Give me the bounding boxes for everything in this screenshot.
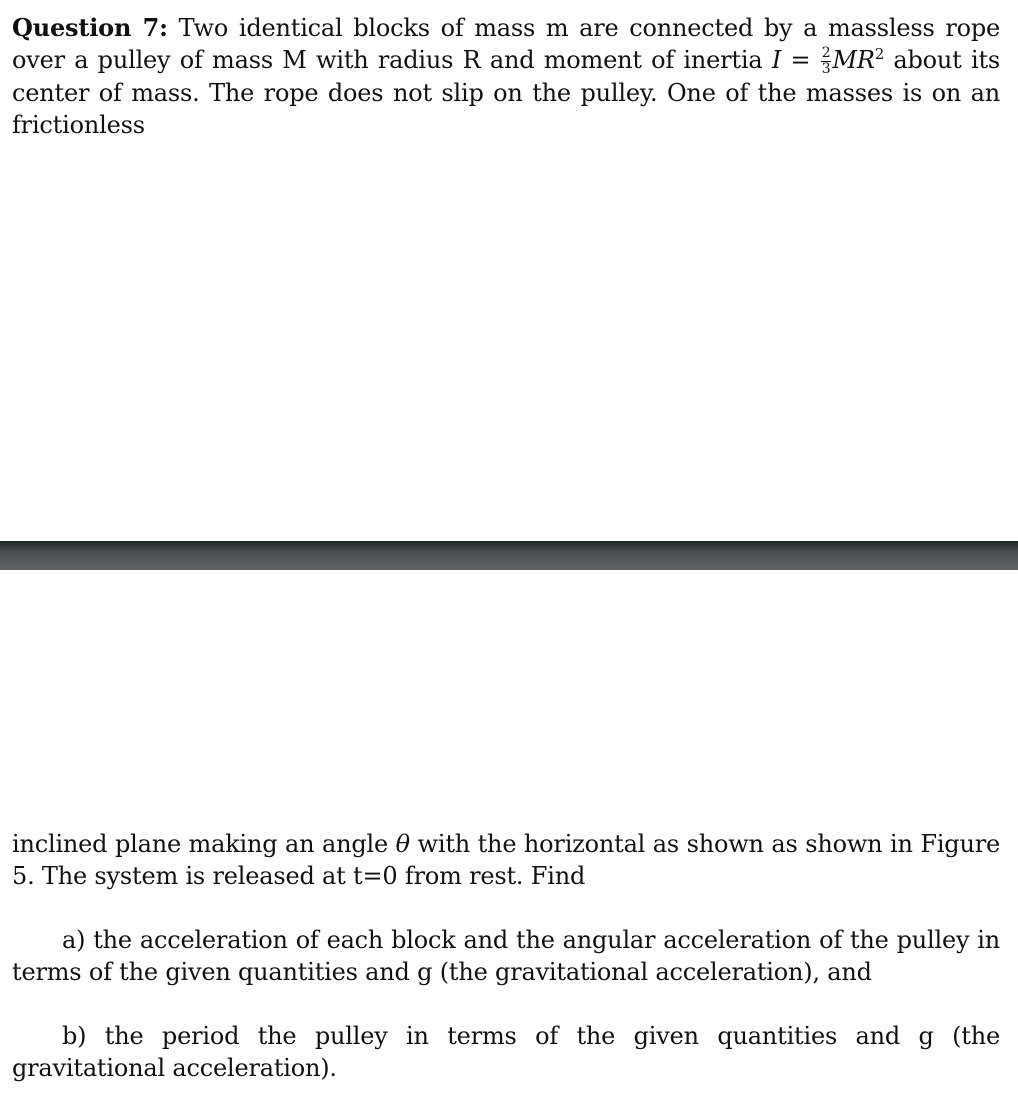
- question-after-formula-text: about its center of mass. The rope does not slip on the pulley. One of the masses is on an frictionless: [12, 46, 1001, 139]
- fraction-numerator: 2: [821, 44, 831, 61]
- part-b-paragraph: b) the period the pulley in terms of the given quantities and g (the gravitational acceleration).: [12, 1022, 1000, 1082]
- continuation-pre-text: inclined plane making an angle: [12, 830, 389, 858]
- question-continuation-paragraph: [12, 828, 1000, 892]
- part-a-paragraph: a) the acceleration of each block and the angular acceleration of the pulley in terms of the given quantities and g (the gravitational acceleration), and: [12, 926, 1000, 986]
- question-label: Question 7:: [12, 13, 168, 42]
- continuation-post-text: with the horizontal as shown as shown in Figure 5. The system is released at t=0 from rest. Find: [12, 830, 1000, 890]
- formula-lhs: I: [771, 46, 782, 74]
- page-divider: [0, 541, 1018, 570]
- formula-fraction: [821, 46, 832, 77]
- formula-exponent: 2: [874, 45, 885, 63]
- question-intro-text: Two identical blocks of mass m are connected by a massless rope over a pulley of mass M with radius R and moment of inertia: [12, 14, 1001, 74]
- question-intro-paragraph: [12, 12, 1000, 141]
- formula-rhs: MR: [832, 46, 875, 74]
- theta-symbol: θ: [395, 830, 410, 858]
- formula-equals: =: [790, 46, 811, 74]
- fraction-denominator: 3: [821, 60, 831, 77]
